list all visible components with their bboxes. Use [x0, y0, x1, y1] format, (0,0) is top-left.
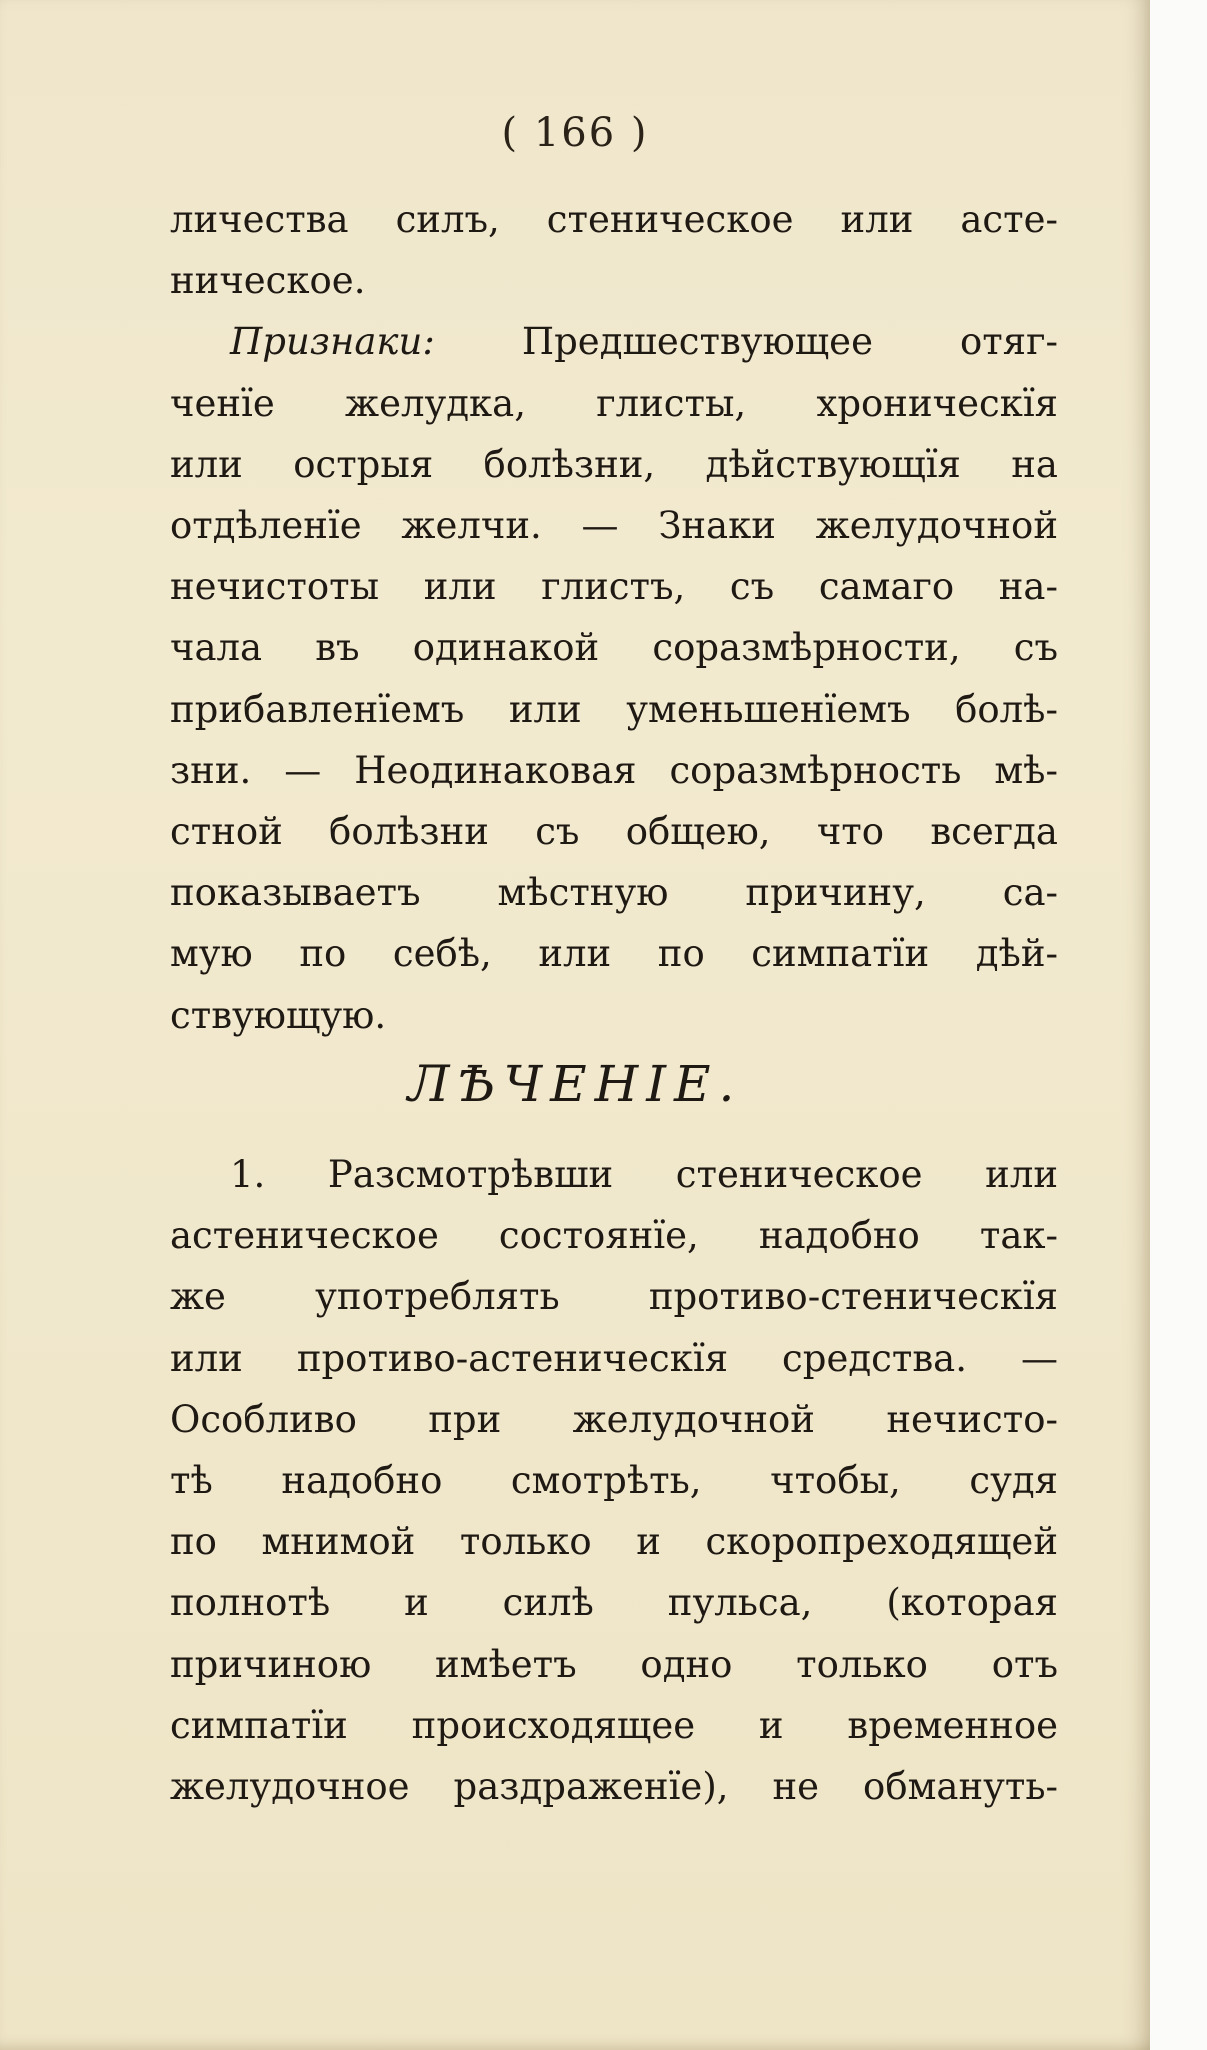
line-text: показываетъ мѣстную причину, са-	[170, 871, 1058, 915]
text-line	[170, 1334, 1058, 1384]
text-line	[170, 1456, 1058, 1506]
text-line	[170, 929, 1058, 979]
line-text: зни. — Неодинаковая соразмѣрность мѣ-	[170, 748, 1058, 792]
text-line	[170, 1578, 1058, 1628]
italic-lead-term: Признаки:	[230, 320, 435, 364]
text-line	[170, 685, 1058, 735]
text-line	[170, 623, 1058, 673]
line-text: стной болѣзни съ общею, что всегда	[170, 810, 1058, 853]
line-text: ченїе желудка, глисты, хроническїя	[170, 381, 1058, 425]
text-line	[170, 1517, 1058, 1567]
page-number: ( 166 )	[501, 110, 649, 156]
text-line	[170, 195, 1058, 245]
line-text: тѣ надобно смотрѣть, чтобы, судя	[170, 1459, 1058, 1502]
line-text: причиною имѣетъ одно только отъ	[170, 1642, 1058, 1686]
text-line	[170, 746, 1058, 796]
text-line	[170, 501, 1058, 551]
text-line	[170, 1762, 1058, 1812]
line-text: прибавленїемъ или уменьшенїемъ болѣ-	[170, 687, 1058, 731]
text-line	[170, 440, 1058, 490]
text-line	[170, 991, 1058, 1041]
line-text: чала въ одинакой соразмѣрности, съ	[170, 626, 1058, 670]
line-text: ствующую.	[170, 993, 387, 1037]
line-text: 1. Разсмотрѣвши стеническое или	[230, 1153, 1058, 1196]
line-text: нечистоты или глистъ, съ самаго на-	[170, 565, 1058, 609]
line-text: полнотѣ и силѣ пульса, (которая	[170, 1581, 1058, 1625]
line-text: личества силъ, стеническое или асте-	[170, 198, 1058, 241]
line-text: же употреблять противо-стеническїя	[170, 1275, 1058, 1319]
text-line	[170, 807, 1058, 857]
text-line	[230, 317, 1058, 367]
line-text: отдѣленїе желчи. — Знаки желудочной	[170, 504, 1058, 547]
line-text: ническое.	[170, 259, 366, 303]
text-line	[170, 562, 1058, 612]
page-margin	[1150, 0, 1207, 2050]
text-line	[170, 1640, 1058, 1690]
line-text: или острыя болѣзни, дѣйствующїя на	[170, 442, 1058, 486]
text-line	[170, 868, 1058, 918]
line-text: по мнимой только и скоропреходящей	[170, 1520, 1058, 1564]
line-text: мую по себѣ, или по симпатїи дѣй-	[170, 932, 1058, 976]
line-text: астеническое состоянїе, надобно так-	[170, 1214, 1058, 1258]
line-text: или противо-астеническїя средства. —	[170, 1336, 1058, 1380]
line-text: Особливо при желудочной нечисто-	[170, 1397, 1058, 1441]
text-line	[170, 1395, 1058, 1445]
line-text: Предшествующее отяг-	[434, 320, 1058, 364]
line-text: симпатїи происходящее и временное	[170, 1703, 1058, 1747]
text-line	[170, 1701, 1058, 1751]
line-text: желудочное раздраженїе), не обмануть-	[170, 1765, 1058, 1808]
section-heading: ЛѢЧЕНIЕ.	[407, 1055, 743, 1113]
text-line	[170, 1211, 1058, 1261]
text-line	[230, 1150, 1058, 1200]
text-line	[170, 1272, 1058, 1322]
text-line	[170, 256, 1058, 306]
text-line	[170, 379, 1058, 429]
